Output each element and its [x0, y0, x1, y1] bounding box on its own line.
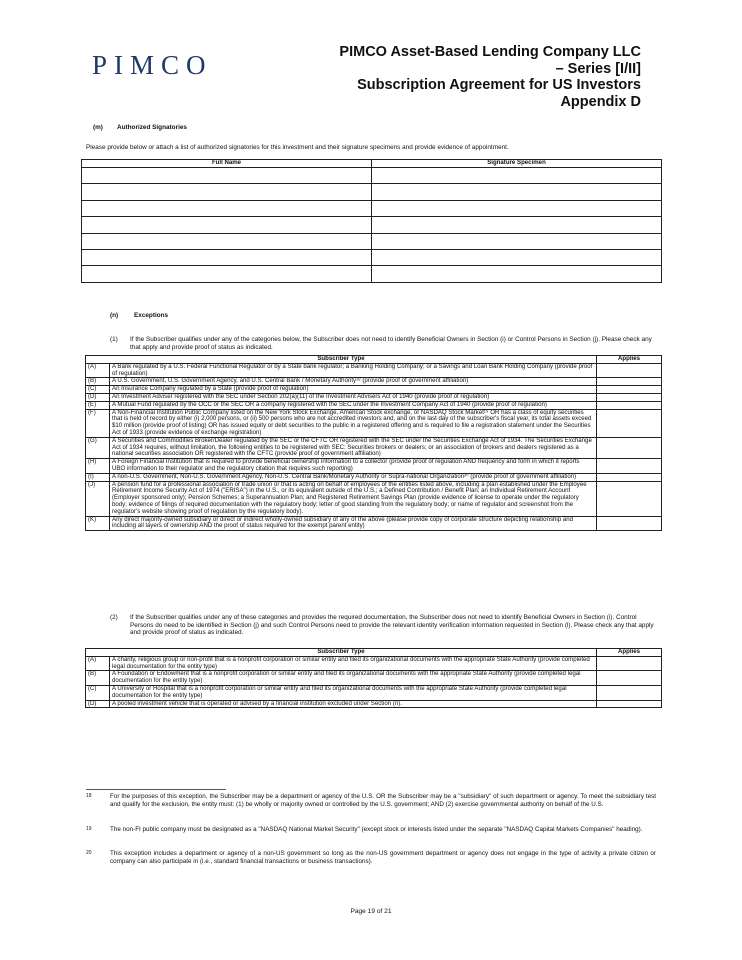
subscriber-type-row [86, 437, 662, 458]
subscriber-type-row [86, 656, 662, 671]
row-code: (E) [86, 401, 110, 409]
authorized-signatories-table [81, 159, 662, 283]
title-line: Appendix D [560, 93, 641, 110]
row-code: (G) [86, 437, 110, 458]
section-m-heading [93, 124, 187, 131]
part-number: (1) [110, 336, 118, 343]
subscriber-type-text: An Insurance Company regulated by a State (provide proof of regulation) [110, 386, 597, 394]
footnote-mark: 19 [86, 826, 92, 832]
part-text: If the Subscriber qualifies under any of the categories below, the Subscriber does not need to identify Beneficial Owners in Section (i) or Control Persons in Section (j). Please check any that apply and provide proof of status as indicated. [130, 336, 652, 351]
signatory-row [82, 200, 662, 216]
row-code: (A) [86, 656, 110, 671]
applies-checkbox-cell[interactable] [597, 671, 662, 686]
section-m-instruction: Please provide below or attach a list of authorized signatories for this investment and their signature specimens and provide evidence of appointment. [86, 144, 509, 151]
footnote-text: The non-FI public company must be designated as a "NASDAQ National Market Security" (except stock or interests listed under the separate "NASDAQ Capital Markets Companies" heading). [110, 826, 643, 833]
subscriber-type-row [86, 363, 662, 378]
signature-specimen-cell[interactable] [372, 184, 662, 200]
subscriber-type-text: A charity, religious group or non-profit that is a nonprofit corporation or similar entity and filed its organizational documents with the appropriate State Authority (provide completed legal documentation for the entity type) [110, 656, 597, 671]
applies-checkbox-cell[interactable] [597, 409, 662, 437]
applies-checkbox-cell[interactable] [597, 401, 662, 409]
part2-intro [110, 614, 660, 637]
signatory-row [82, 168, 662, 184]
title-line: – Series [I/II] [555, 60, 641, 77]
section-number: (m) [93, 124, 103, 131]
column-header: Applies [597, 649, 662, 657]
subscriber-type-text: A Foundation or Endowment that is a nonprofit corporation or similar entity and filed its organizational documents with the appropriate State Authority (provide completed legal documentation for the entity type) [110, 671, 597, 686]
subscriber-type-row [86, 700, 662, 708]
footnote-divider [86, 789, 226, 790]
full-name-cell[interactable] [82, 233, 372, 249]
row-code: (A) [86, 363, 110, 378]
applies-checkbox-cell[interactable] [597, 386, 662, 394]
subscriber-type-row [86, 473, 662, 481]
column-header: Signature Specimen [372, 160, 662, 168]
signature-specimen-cell[interactable] [372, 266, 662, 282]
signature-specimen-cell[interactable] [372, 168, 662, 184]
section-n-heading [110, 312, 168, 319]
row-code: (C) [86, 685, 110, 700]
column-header: Subscriber Type [86, 649, 597, 657]
subscriber-type-row [86, 459, 662, 474]
exceptions-table-1 [85, 355, 662, 531]
part-number: (2) [110, 614, 118, 621]
subscriber-type-text: A University or Hospital that is a nonprofit corporation or similar entity and filed its organizational documents with the appropriate State Authority (provide completed legal documentation for the entity type) [110, 685, 597, 700]
subscriber-type-row [86, 401, 662, 409]
footnote [86, 850, 656, 865]
subscriber-type-text: A Bank regulated by a U.S. Federal Functional Regulator or by a State bank regulator; a Banking Holding Company; or a Savings and Loan Bank Holding Company (provide proof of regulation) [110, 363, 597, 378]
page-number: Page 19 of 21 [350, 908, 392, 915]
signature-specimen-cell[interactable] [372, 233, 662, 249]
full-name-cell[interactable] [82, 217, 372, 233]
full-name-cell[interactable] [82, 266, 372, 282]
signatory-row [82, 217, 662, 233]
section-title: Exceptions [134, 312, 169, 319]
footnote [86, 826, 656, 834]
applies-checkbox-cell[interactable] [597, 685, 662, 700]
part-text: If the Subscriber qualifies under any of these categories and provides the required documentation, the Subscriber does not need to identify Beneficial Owners in Section (i). Control Persons do need to be identified in Section (j) and such Control Persons need to provide the relevant identity verification information requested in Section (l). Please check any that apply and provide proof of status as indicated. [130, 614, 654, 637]
applies-checkbox-cell[interactable] [597, 437, 662, 458]
column-header: Subscriber Type [86, 356, 597, 364]
applies-checkbox-cell[interactable] [597, 393, 662, 401]
subscriber-type-text: A Foreign Financial Institution that is required to provide beneficial ownership information to a collector (provide proof of regulation AND frequency and form in which it reports UBO information to their regulator and the regulatory citation that requires such reporting) [110, 459, 597, 474]
subscriber-type-text: A U.S. Government, U.S. Government Agency, and U.S. Central Bank / Monetary Authority¹⁸ (provide proof of government affiliation) [110, 378, 597, 386]
subscriber-type-row [86, 685, 662, 700]
title-line: PIMCO Asset-Based Lending Company LLC [339, 44, 641, 60]
footnote-text: For the purposes of this exception, the Subscriber may be a department or agency of the U.S. OR the Subscriber may be a "subsidiary" of such department or agency. To meet the subsidiary test and qualify for the exclusion, the entity must: (1) be wholly or majority owned or controlled by the U.S. government; AND (2) exercise governmental authority on behalf of the U.S. [110, 793, 656, 808]
applies-checkbox-cell[interactable] [597, 363, 662, 378]
signature-specimen-cell[interactable] [372, 217, 662, 233]
signatory-row [82, 266, 662, 282]
row-code: (F) [86, 409, 110, 437]
full-name-cell[interactable] [82, 168, 372, 184]
applies-checkbox-cell[interactable] [597, 459, 662, 474]
applies-checkbox-cell[interactable] [597, 481, 662, 516]
title-line: Subscription Agreement for US Investors [357, 77, 641, 93]
row-code: (H) [86, 459, 110, 474]
row-code: (J) [86, 481, 110, 516]
signatory-row [82, 184, 662, 200]
applies-checkbox-cell[interactable] [597, 700, 662, 708]
row-code: (K) [86, 516, 110, 531]
subscriber-type-text: A pension fund for a professional association or trade union or that is acting on behalf of employees of the entities listed above, including a plan established under the Employee Retirement Income Security Act of 1974 ("ERISA") in the U.S., or its equivalent outside of the U.S.; a Defined Contribution / Benefit Plan; an Individual Retirement Account (Employer sponsored only); Pension Schemes; a Superannuation Plan; and Registered Retirement Savings Plan (provide evidence of license to operate under the regulatory body; evidence of filings of required documentation with the regulatory body; letter of good standing from the regulatory body; or name of regulator and screenshot from the regulator's website showing proof of regulation by the regulatory body). [110, 481, 597, 516]
subscriber-type-text: A Mutual Fund regulated by the OCC or the SEC OR a company registered with the SEC under the Investment Company Act of 1940 (provide proof of regulation) [110, 401, 597, 409]
full-name-cell[interactable] [82, 184, 372, 200]
subscriber-type-text: A Non-Financial Institution Public Company listed on the New York Stock Exchange, American Stock exchange, or NASDAQ Stock Market¹⁹ OR has a class of equity securities that is held of record by either (i) 2,000 persons, or (ii) 500 persons who are not accredited investors and, and on the last day of the subscriber's fiscal year, its total assets exceed $10 million (provide proof of listing) OR has issued equity or debt securities to the public in a registered offering and is required to file a registration statement under the Securities Act of 1933 (provide evidence of exchange registration) [110, 409, 597, 437]
applies-checkbox-cell[interactable] [597, 656, 662, 671]
applies-checkbox-cell[interactable] [597, 473, 662, 481]
signature-specimen-cell[interactable] [372, 249, 662, 265]
part1-intro [110, 336, 660, 351]
exceptions-table-2 [85, 648, 662, 708]
row-code: (I) [86, 473, 110, 481]
subscriber-type-text: A pooled investment vehicle that is operated or advised by a financial institution excluded under Section (n). [110, 700, 597, 708]
pimco-logo: PIMCO [92, 50, 213, 80]
signature-specimen-cell[interactable] [372, 200, 662, 216]
applies-checkbox-cell[interactable] [597, 516, 662, 531]
signatory-row [82, 233, 662, 249]
subscriber-type-text: A non-U.S. Government, Non-U.S. Government Agency, Non-U.S. Central Bank/Monetary Authority or Supra-national Organization²⁰ (provide proof of government affiliation) [110, 473, 597, 481]
row-code: (D) [86, 393, 110, 401]
section-number: (n) [110, 312, 119, 319]
footnote [86, 793, 656, 808]
subscriber-type-row [86, 671, 662, 686]
column-header: Full Name [82, 160, 372, 168]
row-code: (B) [86, 671, 110, 686]
row-code: (B) [86, 378, 110, 386]
footnote-mark: 20 [86, 850, 92, 856]
footnote-text: This exception includes a department or agency of a non-US government so long as the non-US government department or agency does not engage in the type of activity a private citizen or company can also participate in (i.e., standard financial transactions or business transactions). [110, 850, 656, 865]
document-title [311, 44, 641, 110]
row-code: (C) [86, 386, 110, 394]
section-title: Authorized Signatories [117, 124, 187, 131]
applies-checkbox-cell[interactable] [597, 378, 662, 386]
subscriber-type-row [86, 516, 662, 531]
full-name-cell[interactable] [82, 200, 372, 216]
row-code: (D) [86, 700, 110, 708]
subscriber-type-text: A Securities and Commodities Broker/Dealer regulated by the SEC or the CFTC OR registered with the SEC under the Securities Exchange Act of 1934. The Securities Exchange Act of 1934 requires, without limitation, the following entities to be registered with SEC: Securities brokers or dealers; or an association of brokers and dealers registered as a national securities association OR registered with the CFTC (provide proof of government affiliation) [110, 437, 597, 458]
subscriber-type-text: Any direct majority-owned subsidiary or direct or indirect wholly-owned subsidiary of any of the above (please provide copy of corporate structure depicting relationship and including all layers of ownership AND the proof of status required for the exempt parent entity) [110, 516, 597, 531]
footnote-mark: 18 [86, 793, 92, 799]
full-name-cell[interactable] [82, 249, 372, 265]
subscriber-type-row [86, 409, 662, 437]
subscriber-type-text: An Investment Adviser registered with the SEC under Section 202(a)(11) of the Investment Advisers Act of 1940 (provide proof of regulation) [110, 393, 597, 401]
signatory-row [82, 249, 662, 265]
column-header: Applies [597, 356, 662, 364]
subscriber-type-row [86, 481, 662, 516]
